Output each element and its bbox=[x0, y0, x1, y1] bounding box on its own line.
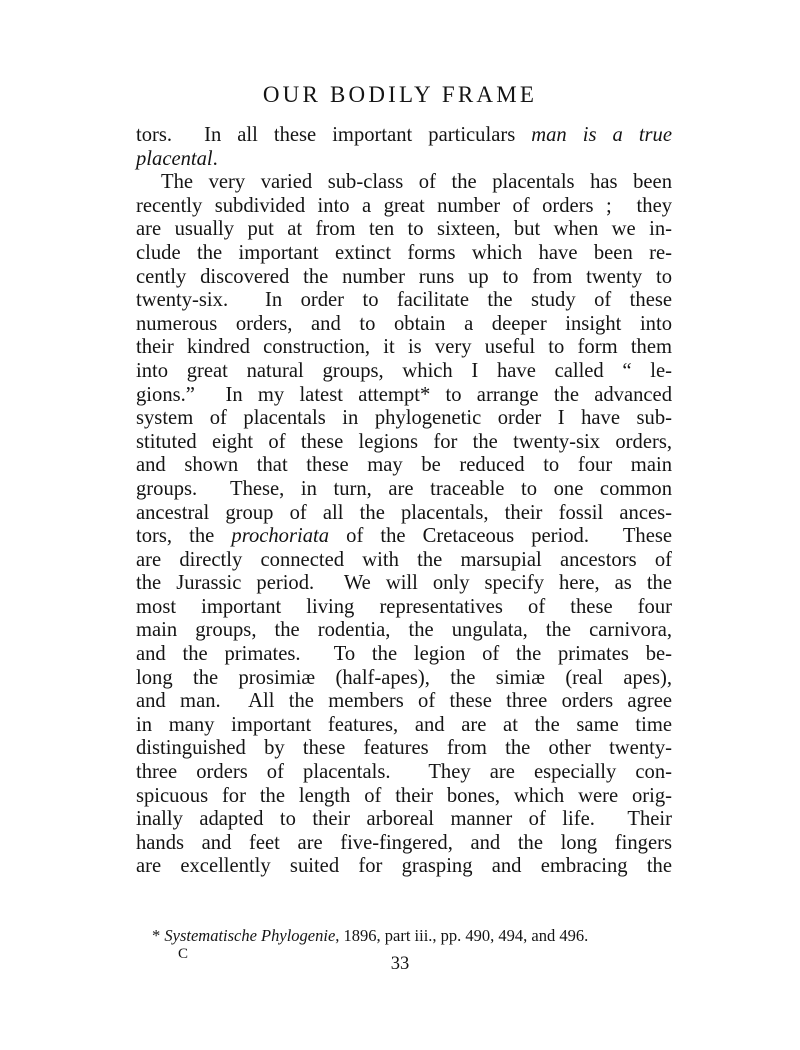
text-segment: in many important features, and are at the same time bbox=[136, 713, 672, 736]
text-line bbox=[136, 454, 672, 478]
text-segment: groups. These, in turn, are traceable to one common bbox=[136, 477, 672, 500]
text-segment: three orders of placentals. They are especially con- bbox=[136, 761, 672, 784]
text-segment: clude the important extinct forms which have been re- bbox=[136, 241, 672, 264]
text-line bbox=[136, 478, 672, 502]
text-line bbox=[136, 313, 672, 337]
footnote bbox=[152, 926, 672, 946]
text-segment: their kindred construction, it is very useful to form them bbox=[136, 336, 672, 359]
text-segment: stituted eight of these legions for the twenty-six orders, bbox=[136, 430, 672, 453]
text-line bbox=[136, 761, 672, 785]
text-segment: . bbox=[212, 147, 218, 170]
text-segment: twenty-six. In order to facilitate the study of these bbox=[136, 289, 672, 312]
running-head: OUR BODILY FRAME bbox=[262, 82, 538, 107]
text-segment: and the primates. To the legion of the primates be- bbox=[136, 643, 672, 666]
text-line bbox=[136, 218, 672, 242]
text-segment: tors. In all these important particulars bbox=[136, 124, 532, 146]
body-text bbox=[136, 124, 672, 879]
text-line bbox=[136, 737, 672, 761]
text-segment: ancestral group of all the placentals, their fossil ances- bbox=[136, 501, 672, 524]
text-segment: of the Cretaceous period. These bbox=[329, 525, 673, 548]
text-segment: are directly connected with the marsupial ancestors of bbox=[136, 548, 672, 571]
text-line bbox=[136, 431, 672, 455]
text-line bbox=[136, 171, 672, 195]
text-segment: and man. All the members of these three orders agree bbox=[136, 690, 672, 713]
text-segment: most important living representatives of these four bbox=[136, 595, 672, 618]
text-line bbox=[136, 643, 672, 667]
text-line bbox=[136, 384, 672, 408]
text-segment: into great natural groups, which I have called “ le- bbox=[136, 359, 672, 382]
text-line bbox=[136, 148, 672, 172]
text-segment: numerous orders, and to obtain a deeper insight into bbox=[136, 312, 672, 335]
text-line bbox=[136, 690, 672, 714]
text-line bbox=[136, 124, 672, 148]
text-segment: system of placentals in phylogenetic order I have sub- bbox=[136, 407, 672, 430]
text-line bbox=[136, 407, 672, 431]
signature-mark: C bbox=[178, 946, 189, 962]
text-line bbox=[136, 572, 672, 596]
italic-text: man is a true bbox=[531, 124, 672, 146]
text-segment: main groups, the rodentia, the ungulata, the carnivora, bbox=[136, 619, 672, 642]
text-line bbox=[136, 195, 672, 219]
text-segment: hands and feet are five-fingered, and the long fingers bbox=[136, 831, 672, 854]
page-number: 33 bbox=[390, 954, 410, 974]
text-segment: and shown that these may be reduced to four main bbox=[136, 454, 672, 477]
text-line bbox=[136, 855, 672, 879]
text-line bbox=[136, 596, 672, 620]
text-line bbox=[136, 266, 672, 290]
text-line bbox=[136, 525, 672, 549]
text-line bbox=[136, 714, 672, 738]
text-segment: recently subdivided into a great number of orders ; they bbox=[136, 194, 672, 217]
text-segment: gions.” In my latest attempt* to arrange the advanced bbox=[136, 383, 672, 406]
footnote-marker: * bbox=[152, 926, 165, 945]
text-line bbox=[136, 549, 672, 573]
text-segment: cently discovered the number runs up to from twenty to bbox=[136, 265, 672, 288]
text-line bbox=[136, 619, 672, 643]
text-segment: spicuous for the length of their bones, which were orig- bbox=[136, 784, 672, 807]
text-segment: are usually put at from ten to sixteen, but when we in- bbox=[136, 218, 672, 241]
text-line bbox=[136, 808, 672, 832]
text-segment: the Jurassic period. We will only specify here, as the bbox=[136, 572, 672, 595]
text-line bbox=[136, 785, 672, 809]
footnote-citation: , 1896, part iii., pp. 490, 494, and 496. bbox=[335, 926, 589, 945]
italic-text: placental bbox=[136, 147, 213, 170]
text-segment: tors, the bbox=[136, 525, 232, 548]
text-line bbox=[136, 336, 672, 360]
text-line bbox=[136, 667, 672, 691]
text-segment: long the prosimiæ (half-apes), the simiæ (real apes), bbox=[136, 666, 672, 689]
italic-text: prochoriata bbox=[231, 525, 330, 548]
footnote-title: Systematische Phylogenie bbox=[164, 926, 336, 945]
text-segment: distinguished by these features from the other twenty- bbox=[136, 737, 672, 760]
text-line bbox=[136, 832, 672, 856]
text-segment: The very varied sub-class of the placentals has been bbox=[161, 171, 672, 194]
text-line bbox=[136, 502, 672, 526]
text-segment: inally adapted to their arboreal manner of life. Their bbox=[136, 808, 672, 831]
text-segment: are excellently suited for grasping and embracing the bbox=[136, 855, 672, 878]
text-line bbox=[136, 360, 672, 384]
text-line bbox=[136, 242, 672, 266]
text-line bbox=[136, 289, 672, 313]
